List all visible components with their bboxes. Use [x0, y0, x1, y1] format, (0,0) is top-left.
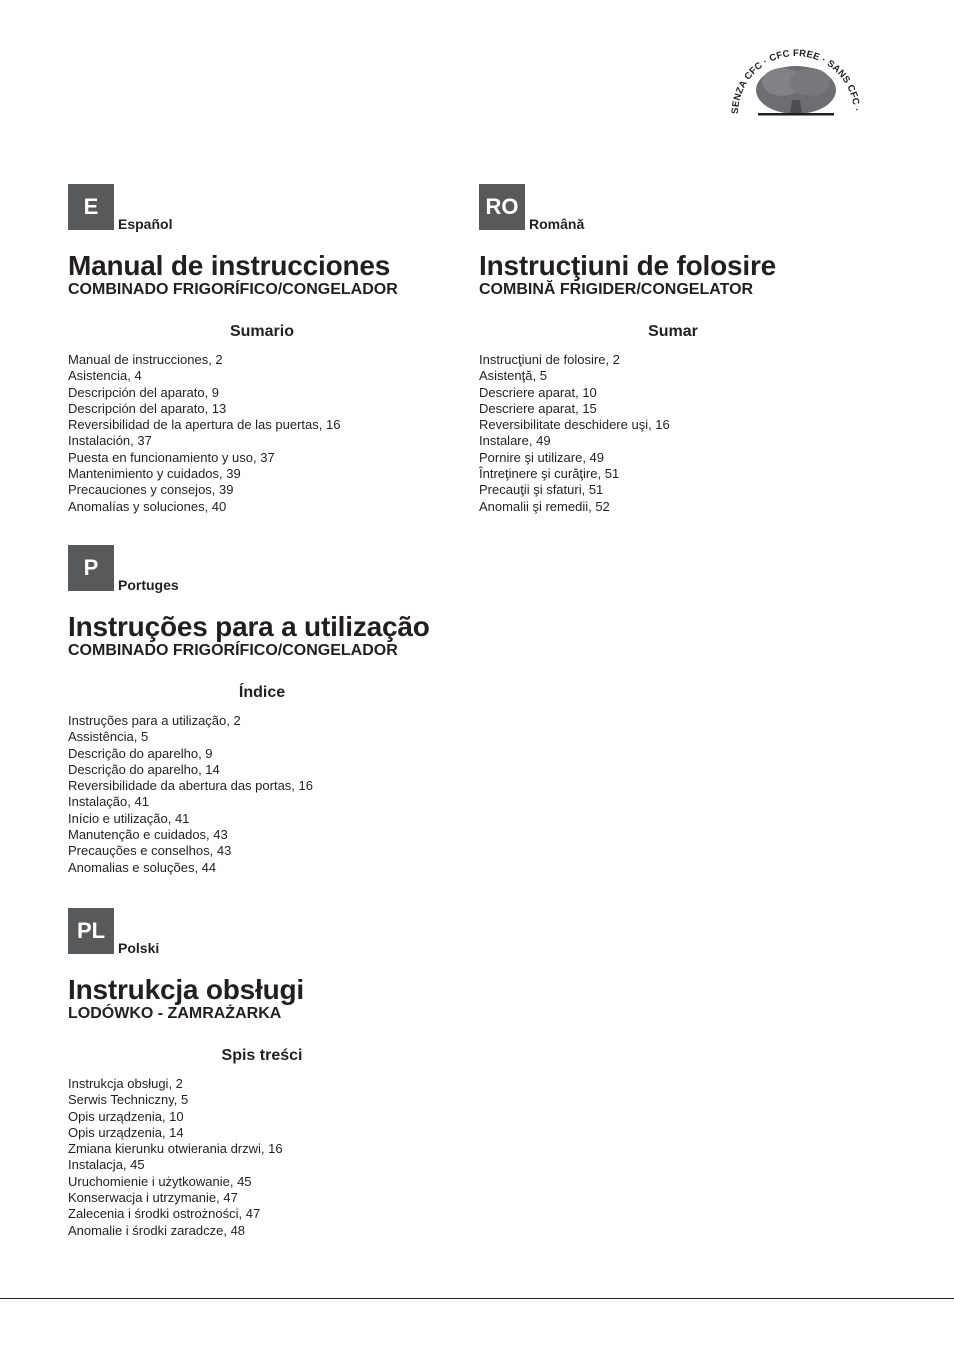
manual-subtitle: COMBINĂ FRIGIDER/CONGELATOR: [479, 281, 754, 298]
toc-item: Descrição do aparelho, 14: [68, 761, 220, 777]
toc-item: Instalação, 41: [68, 794, 149, 810]
language-code-badge: P: [68, 545, 114, 591]
section-pl: [68, 908, 468, 1239]
language-name: Polski: [118, 940, 160, 956]
toc-item: Puesta en funcionamiento y uso, 37: [68, 449, 275, 465]
toc-item: Instrucţiuni de folosire, 2: [479, 352, 620, 367]
language-name: Română: [529, 216, 585, 232]
manual-title: Instrucţiuni de folosire: [479, 250, 777, 281]
toc-item: Konserwacja i utrzymanie, 47: [68, 1190, 238, 1206]
toc-item: Anomalias e soluções, 44: [68, 859, 217, 875]
toc-item: Descripción del aparato, 9: [68, 384, 220, 400]
logo-text: SENZA CFC · CFC FREE · SANS CFC ·: [729, 47, 862, 115]
toc-item: Pornire şi utilizare, 49: [479, 449, 604, 465]
toc-item: Instruções para a utilização, 2: [68, 713, 241, 728]
footer-divider: [0, 1298, 954, 1299]
toc-heading: Spis treści: [221, 1047, 303, 1064]
toc-item: Anomalías y soluciones, 40: [68, 498, 227, 514]
language-code-badge: PL: [68, 908, 114, 954]
toc-item: Reversibilidade da abertura das portas, 16: [68, 778, 313, 794]
toc-list: [479, 352, 879, 515]
manual-title: Instrukcja obsługi: [68, 974, 304, 1005]
toc-item: Opis urządzenia, 14: [68, 1124, 184, 1140]
toc-item: Anomalie i środki zaradcze, 48: [68, 1222, 246, 1238]
language-header: [68, 545, 468, 591]
toc-item: Manual de instrucciones, 2: [68, 352, 223, 367]
toc-list: [68, 1076, 468, 1239]
toc-heading: Sumario: [229, 323, 294, 340]
toc-item: Asistencia, 4: [68, 368, 142, 384]
toc-item: Assistência, 5: [68, 729, 149, 745]
toc-item: Mantenimiento y cuidados, 39: [68, 466, 241, 482]
toc-item: Precauţii şi sfaturi, 51: [479, 482, 604, 498]
toc-item: Întreţinere şi curăţire, 51: [479, 466, 620, 482]
toc-item: Descripción del aparato, 13: [68, 400, 227, 416]
section-es: [68, 184, 468, 515]
toc-item: Uruchomienie i użytkowanie, 45: [68, 1173, 252, 1189]
language-code-badge: RO: [479, 184, 525, 230]
tree-icon: [724, 40, 868, 120]
toc-item: Instalare, 49: [479, 433, 551, 449]
manual-title: Instruções para a utilização: [68, 611, 430, 642]
toc-item: Opis urządzenia, 10: [68, 1108, 184, 1124]
manual-title: Manual de instrucciones: [68, 250, 391, 281]
toc-item: Serwis Techniczny, 5: [68, 1092, 189, 1108]
toc-item: Zmiana kierunku otwierania drzwi, 16: [68, 1141, 283, 1157]
toc-item: Anomalii şi remedii, 52: [479, 498, 610, 514]
toc-heading: Índice: [238, 684, 286, 701]
toc-item: Descriere aparat, 15: [479, 400, 597, 416]
language-name: Portuges: [118, 577, 179, 593]
toc-list: [68, 713, 468, 876]
toc-item: Descriere aparat, 10: [479, 384, 597, 400]
toc-item: Descrição do aparelho, 9: [68, 745, 213, 761]
language-header: [68, 908, 468, 954]
toc-item: Zalecenia i środki ostrożności, 47: [68, 1206, 261, 1222]
language-name: Español: [118, 216, 173, 232]
toc-list: [68, 352, 468, 515]
toc-item: Asistenţă, 5: [479, 368, 547, 384]
toc-item: Reversibilidad de la apertura de las puertas, 16: [68, 417, 341, 433]
toc-item: Instalacja, 45: [68, 1157, 145, 1173]
language-code-badge: E: [68, 184, 114, 230]
toc-heading: Sumar: [648, 323, 698, 340]
manual-subtitle: LODÓWKO - ZAMRAŻARKA: [68, 1005, 282, 1022]
toc-item: Instalación, 37: [68, 433, 152, 449]
language-header: [479, 184, 879, 230]
toc-item: Reversibilitate deschidere uşi, 16: [479, 417, 670, 433]
toc-item: Precauciones y consejos, 39: [68, 482, 234, 498]
language-header: [68, 184, 468, 230]
manual-subtitle: COMBINADO FRIGORÍFICO/CONGELADOR: [68, 642, 398, 659]
toc-item: Início e utilização, 41: [68, 810, 190, 826]
toc-item: Manutenção e cuidados, 43: [68, 827, 228, 843]
manual-subtitle: COMBINADO FRIGORÍFICO/CONGELADOR: [68, 281, 398, 298]
toc-item: Instrukcja obsługi, 2: [68, 1076, 183, 1091]
cfc-free-logo: [724, 40, 868, 120]
section-ro: [479, 184, 879, 515]
toc-item: Precauções e conselhos, 43: [68, 843, 232, 859]
section-pt: [68, 545, 468, 876]
